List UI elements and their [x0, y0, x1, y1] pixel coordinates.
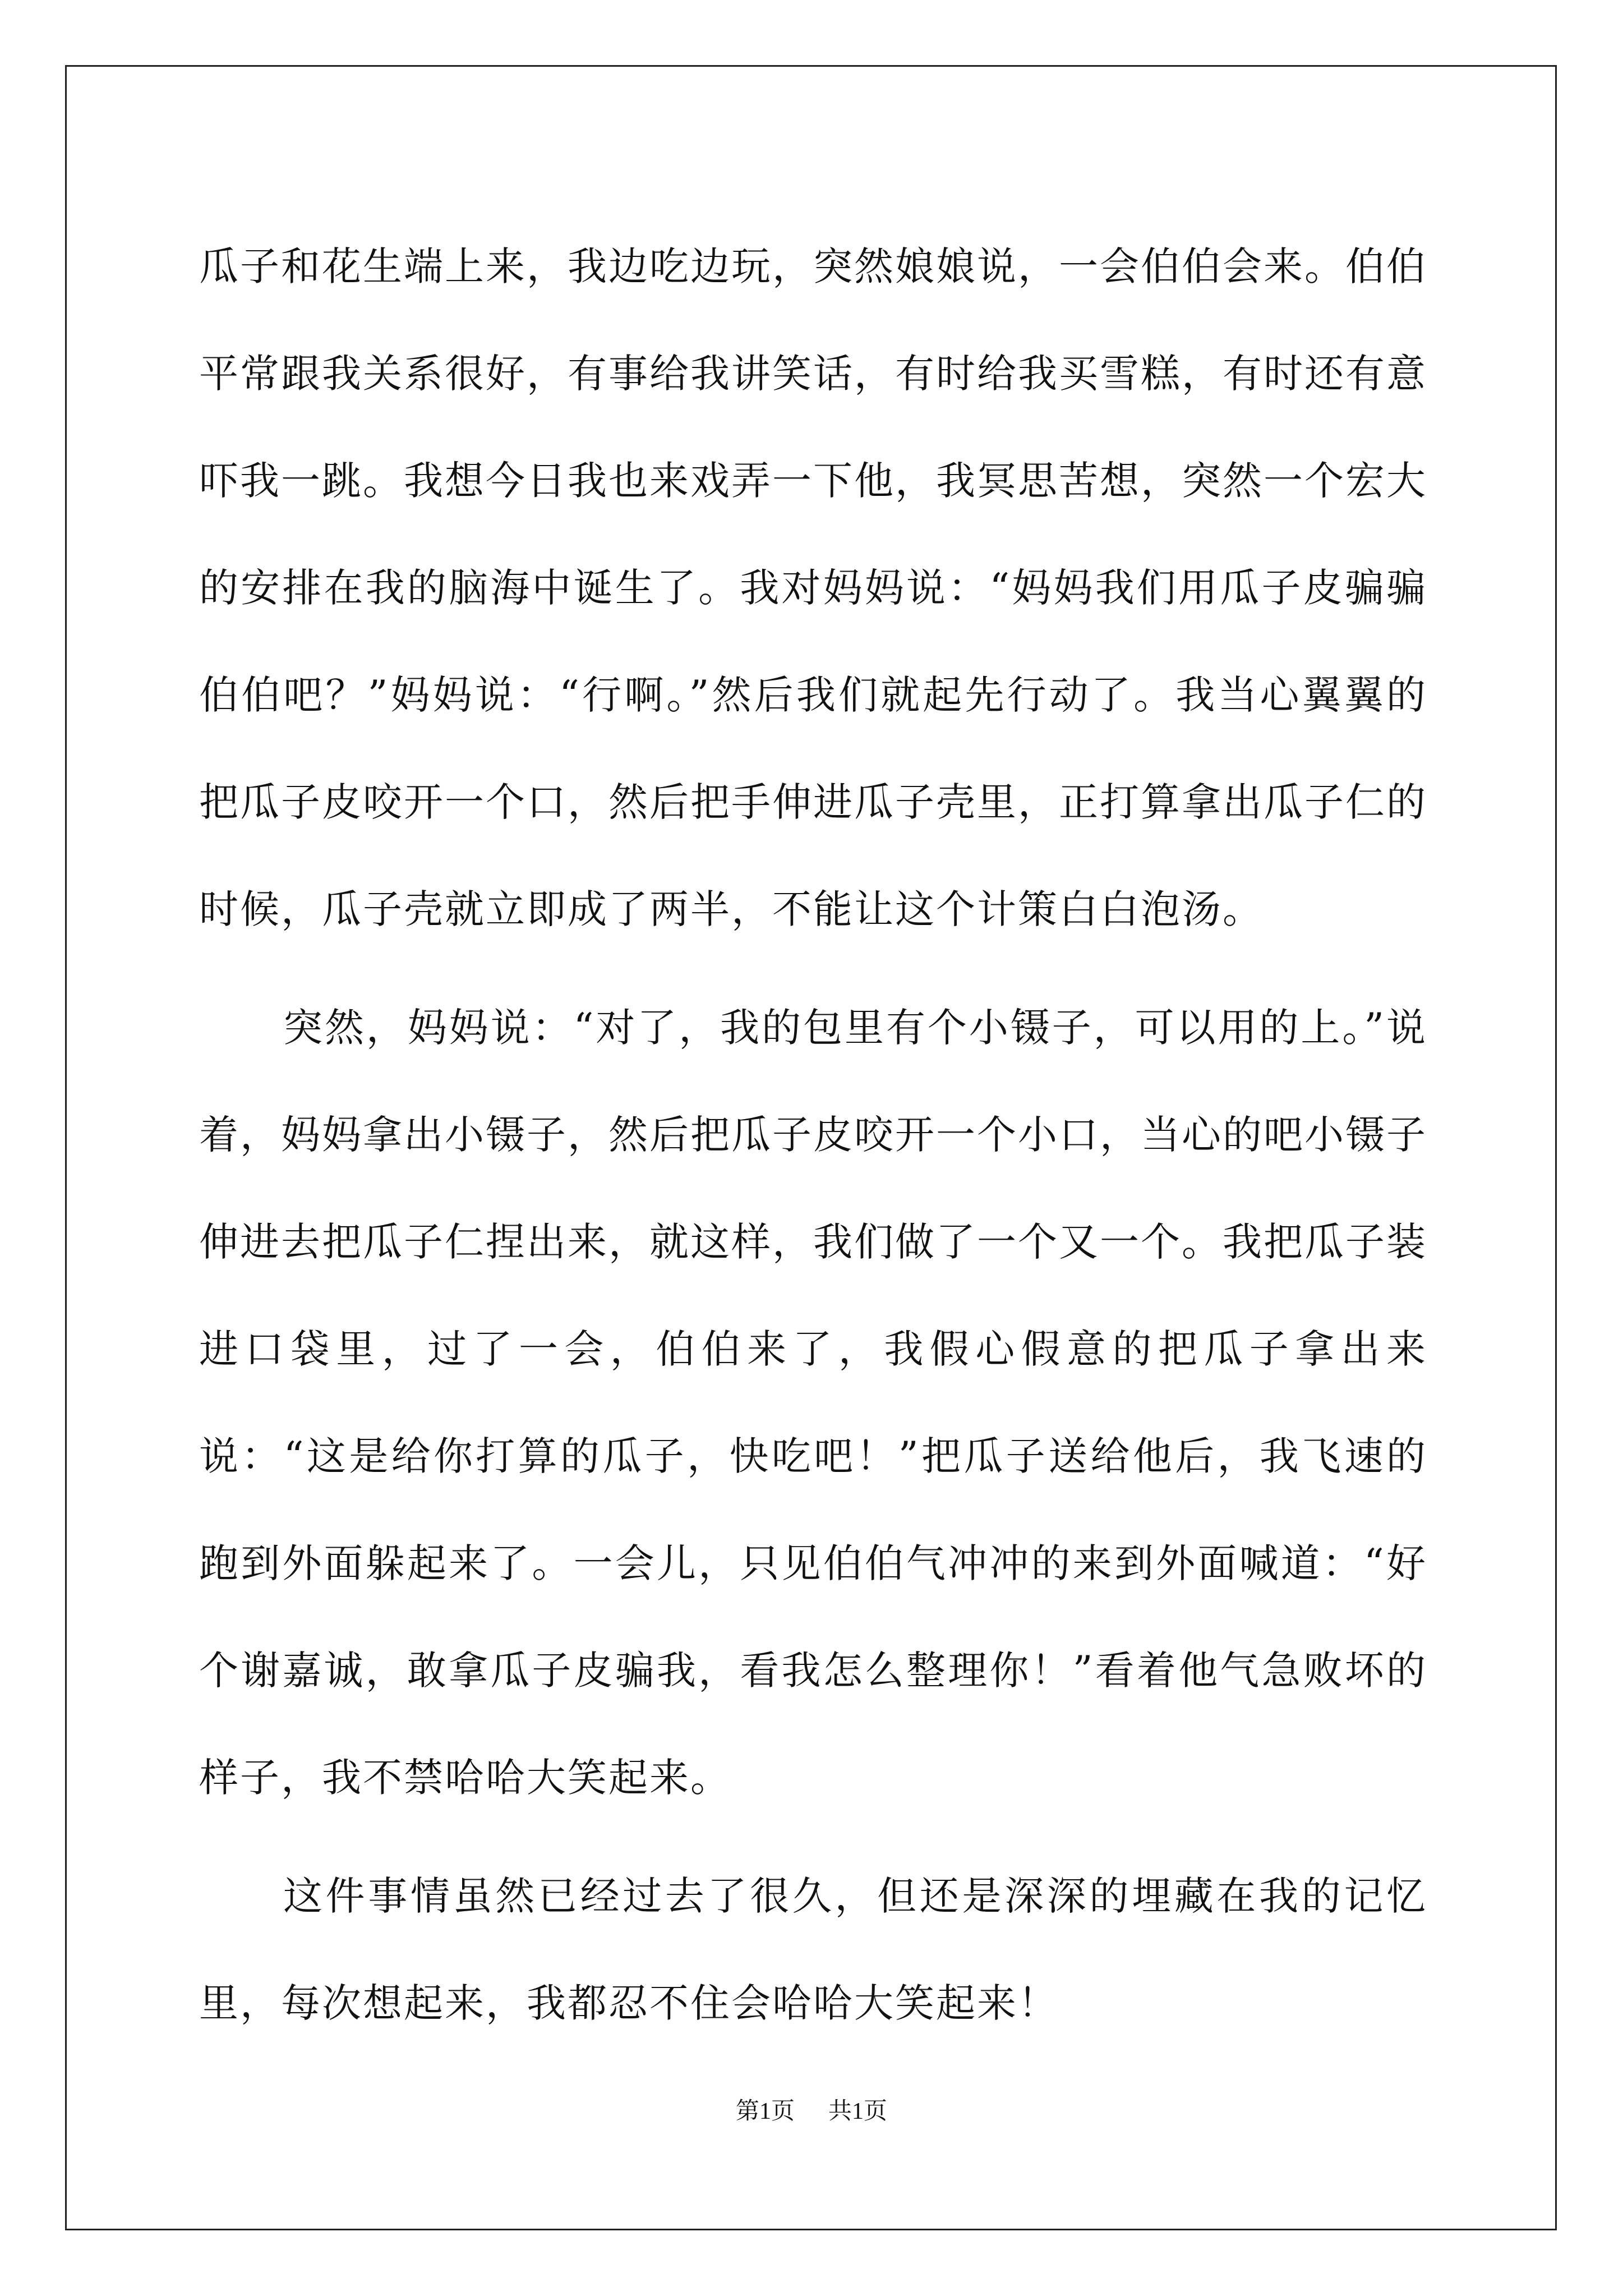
page-number: 第1页: [735, 2099, 795, 2124]
document-body: [199, 213, 1427, 2057]
page-total: 共1页: [828, 2099, 888, 2124]
paragraph-3: 这件事情虽然已经过去了很久，但还是深深的埋藏在我的记忆里，每次想起来，我都忍不住会哈哈大笑起来！: [199, 1873, 1427, 2026]
page-footer: [0, 2092, 1623, 2126]
paragraph-2: 突然，妈妈说：“对了，我的包里有个小镊子，可以用的上。”说着，妈妈拿出小镊子，然后把瓜子皮咬开一个小口，当心的吧小镊子伸进去把瓜子仁捏出来，就这样，我们做了一个又一个。我把瓜子装进口袋里，过了一会，伯伯来了，我假心假意的把瓜子拿出来说：“这是给你打算的瓜子，快吃吧！”把瓜子送给他后，我飞速的跑到外面躲起来了。一会儿，只见伯伯气冲冲的来到外面喊道：“好个谢嘉诚，敢拿瓜子皮骗我，看我怎么整理你！”看着他气急败坏的样子，我不禁哈哈大笑起来。: [199, 1005, 1427, 1801]
paragraph-1: 瓜子和花生端上来，我边吃边玩，突然娘娘说，一会伯伯会来。伯伯平常跟我关系很好，有事给我讲笑话，有时给我买雪糕，有时还有意吓我一跳。我想今日我也来戏弄一下他，我冥思苦想，突然一个宏大的安排在我的脑海中诞生了。我对妈妈说：“妈妈我们用瓜子皮骗骗伯伯吧？”妈妈说：“行啊。”然后我们就起先行动了。我当心翼翼的把瓜子皮咬开一个口，然后把手伸进瓜子壳里，正打算拿出瓜子仁的时候，瓜子壳就立即成了两半，不能让这个计策白白泡汤。: [199, 243, 1427, 932]
